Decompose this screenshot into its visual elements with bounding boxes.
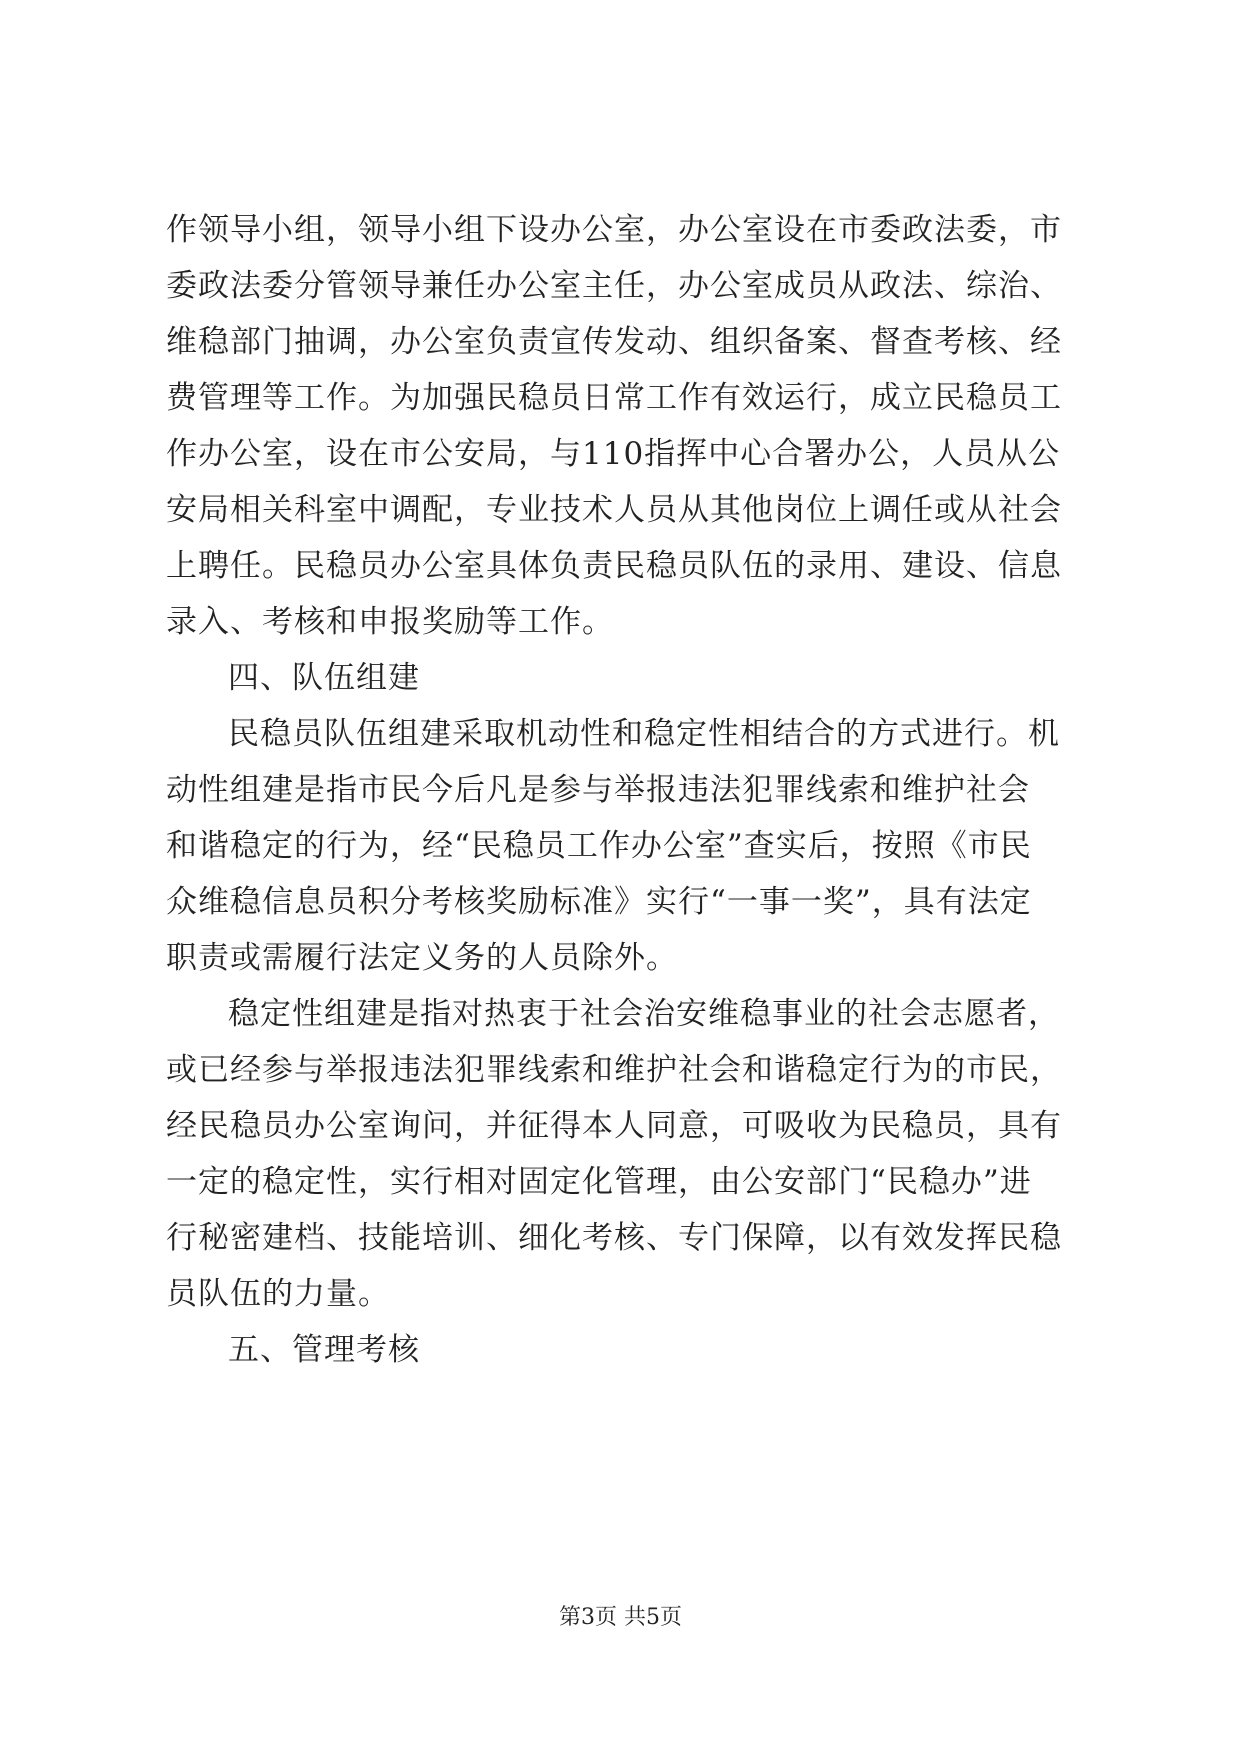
text-line: 动性组建是指市民今后凡是参与举报违法犯罪线索和维护社会: [166, 772, 1030, 808]
text-line: 众维稳信息员积分考核奖励标准》实行“一事一奖”，具有法定: [166, 884, 1032, 920]
text-line: 稳定性组建是指对热衷于社会治安维稳事业的社会志愿者，: [228, 996, 1060, 1032]
page-indicator: 第3页 共5页: [559, 1605, 682, 1630]
text-line: 费管理等工作。为加强民稳员日常工作有效运行，成立民稳员工: [166, 380, 1062, 416]
text-line: 维稳部门抽调，办公室负责宣传发动、组织备案、督查考核、经: [166, 324, 1062, 360]
text-line: 职责或需履行法定义务的人员除外。: [166, 940, 678, 976]
text-line: 安局相关科室中调配，专业技术人员从其他岗位上调任或从社会: [166, 492, 1062, 528]
text-line: 作领导小组，领导小组下设办公室，办公室设在市委政法委，市: [166, 212, 1062, 248]
text-line: 行秘密建档、技能培训、细化考核、专门保障，以有效发挥民稳: [166, 1220, 1062, 1256]
text-line: 一定的稳定性，实行相对固定化管理，由公安部门“民稳办”进: [166, 1164, 1032, 1200]
text-line: 和谐稳定的行为，经“民稳员工作办公室”查实后，按照《市民: [166, 828, 1032, 864]
text-line: 或已经参与举报违法犯罪线索和维护社会和谐稳定行为的市民，: [166, 1052, 1062, 1088]
text-line: 民稳员队伍组建采取机动性和稳定性相结合的方式进行。机: [228, 716, 1060, 752]
text-line: 上聘任。民稳员办公室具体负责民稳员队伍的录用、建设、信息: [166, 548, 1062, 584]
text-line: 录入、考核和申报奖励等工作。: [166, 604, 614, 640]
text-line: 员队伍的力量。: [166, 1276, 390, 1312]
text-line: 经民稳员办公室询问，并征得本人同意，可吸收为民稳员，具有: [166, 1108, 1062, 1144]
text-line: 作办公室，设在市公安局，与110指挥中心合署办公，人员从公: [166, 436, 1061, 472]
section-heading: 五、管理考核: [228, 1332, 420, 1368]
text-line: 委政法委分管领导兼任办公室主任，办公室成员从政法、综治、: [166, 268, 1062, 304]
section-heading: 四、队伍组建: [228, 660, 420, 696]
